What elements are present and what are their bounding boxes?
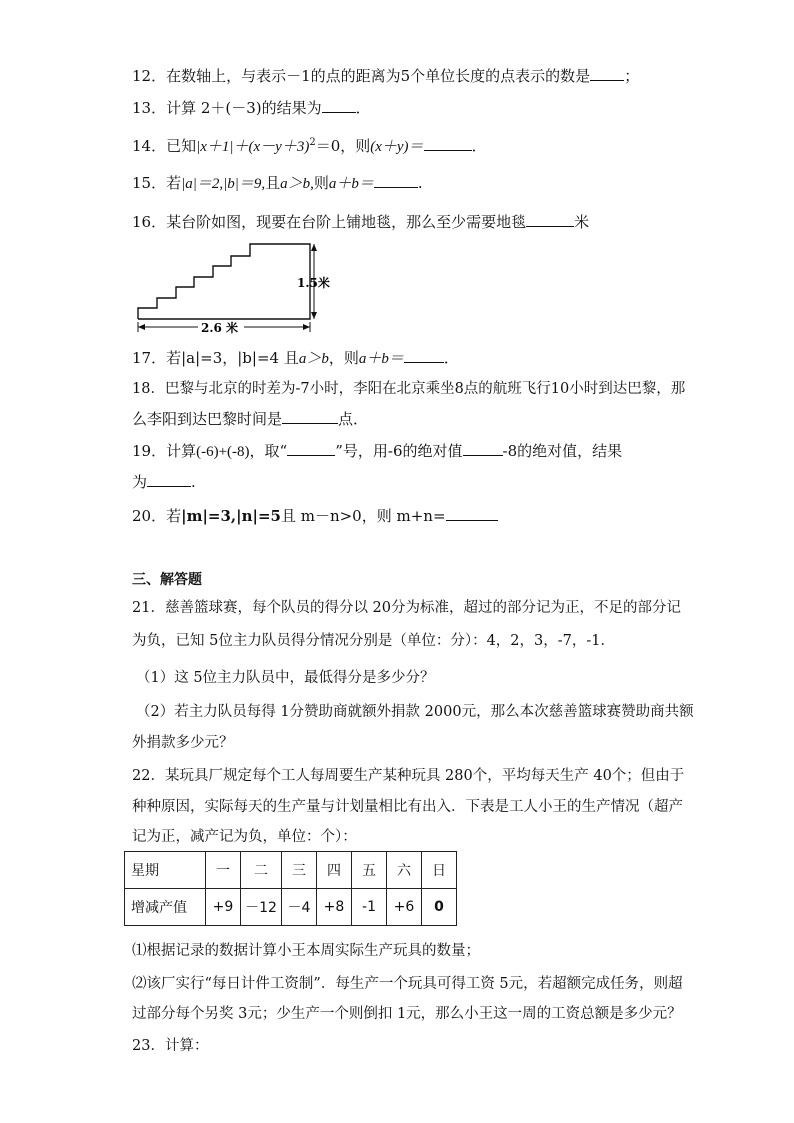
question-text: 为: [132, 473, 148, 491]
question-text: 且: [265, 174, 281, 192]
width-arrow-right: [303, 324, 310, 330]
table-value-cell: +6: [387, 889, 422, 926]
question-22-line-3: 记为正，减产记为负，单位：个）：: [132, 829, 357, 845]
question-text: 巴黎与北京的时差为-7小时，李阳在北京乘坐8点的航班飞行10小时到达巴黎，那: [164, 381, 686, 397]
table-value-cell: －4: [282, 889, 317, 926]
question-text: ，取“: [249, 442, 288, 460]
question-text: 若|a|=3，|b|=4 且: [166, 349, 299, 367]
question-15: [132, 173, 423, 194]
question-text: 在数轴上，与表示－1的点的距离为5个单位长度的点表示的数是: [166, 67, 591, 85]
punct: ．: [443, 349, 459, 367]
answer-blank: [404, 348, 444, 363]
section-title: 三、解答题: [132, 572, 202, 588]
question-number: 13．: [132, 99, 167, 117]
question-22-line-2: 种种原因，实际每天的生产量与计划量相比有出入．下表是工人小王的生产情况（超产: [132, 799, 683, 815]
punct: ．: [471, 137, 487, 155]
answer-blank: [147, 472, 191, 487]
question-21-sub-2-line-2: 外捐款多少元？: [132, 735, 234, 751]
math-expression: a＞b,: [280, 176, 314, 192]
question-22-line-1: 22．某玩具厂规定每个工人每周要生产某种玩具 280个，平均每天生产 40个；但由于: [132, 768, 685, 784]
question-text: 则: [313, 174, 329, 192]
question-12: [132, 66, 639, 86]
math-expression: (-6)+(-8): [196, 444, 250, 460]
question-21-line-1: 21．慈善篮球赛，每个队员的得分以 20分为标准，超过的部分记为正，不足的部分记: [132, 600, 682, 616]
question-number: 15．: [132, 174, 167, 192]
question-number: 17．: [132, 349, 167, 367]
question-number: 19．: [132, 442, 167, 460]
question-text: 且 m－n>0，则 m+n=: [280, 507, 446, 525]
math-expression: |a|＝2,|b|＝9,: [181, 176, 266, 192]
table-day-cell: 四: [317, 852, 352, 889]
question-22-sub-1: ⑴根据记录的数据计算小王本周实际生产玩具的数量；: [132, 943, 480, 959]
table-header-row: [125, 852, 457, 889]
question-18-line-2: [132, 409, 368, 429]
question-number: 20．: [132, 507, 167, 525]
width-label: 2.6 米: [201, 321, 239, 335]
answer-blank: [526, 212, 574, 227]
question-number: 12．: [132, 67, 167, 85]
height-arrow-top: [311, 244, 317, 251]
answer-blank: [446, 506, 498, 521]
question-text: 若: [166, 507, 182, 525]
question-21-sub-2-line-1: （2）若主力队员每得 1分赞助商就额外捐款 2000元，那么本次慈善篮球赛赞助商共额: [136, 704, 694, 720]
question-17: [132, 348, 459, 369]
table-row: [125, 889, 457, 926]
math-expression: |x＋1|＋(x－y＋3): [196, 139, 310, 155]
math-expression: a＋b＝: [328, 176, 374, 192]
punct: .: [417, 174, 423, 192]
question-text: 已知: [166, 137, 197, 155]
math-expression: a＋b＝: [358, 351, 404, 367]
answer-blank: [463, 441, 503, 456]
table-value-cell: +8: [317, 889, 352, 926]
answer-blank: [590, 66, 624, 81]
punct: ．: [355, 99, 371, 117]
table-value-cell: 0: [422, 889, 457, 926]
height-label: 1.5米: [297, 276, 330, 290]
answer-blank: [374, 173, 418, 188]
width-arrow-left: [138, 324, 145, 330]
table-day-cell: 三: [282, 852, 317, 889]
answer-blank: [322, 98, 356, 113]
math-expression: (x＋y)＝: [370, 139, 424, 155]
answer-blank: [287, 441, 335, 456]
height-arrow-bottom: [311, 312, 317, 319]
table-day-cell: 五: [352, 852, 387, 889]
question-text: ，则: [328, 349, 359, 367]
question-text: 么李阳到达巴黎时间是: [132, 410, 283, 428]
question-14: [132, 133, 487, 157]
stairs-outline: [138, 244, 310, 319]
question-18-line-1: [132, 379, 685, 399]
question-text: ＝0，则: [315, 137, 371, 155]
question-text: 若: [166, 174, 182, 192]
punct: .: [191, 473, 196, 491]
table-day-cell: 二: [241, 852, 282, 889]
question-text: 某台阶如图，现要在台阶上铺地毯，那么至少需要地毯: [166, 213, 527, 231]
question-19-line-1: [132, 441, 622, 462]
question-19-line-2: [132, 472, 196, 492]
question-number: 16．: [132, 213, 167, 231]
question-text: 计算 2＋(－3)的结果为: [166, 99, 322, 117]
production-table: [124, 851, 457, 926]
punct: ；: [624, 67, 640, 85]
question-number: 14．: [132, 137, 167, 155]
math-expression: |m|=3,|n|=5: [181, 507, 281, 525]
table-row-label: 增减产值: [125, 889, 206, 926]
answer-blank: [282, 409, 338, 424]
question-16: [132, 212, 589, 232]
stairs-figure: [134, 240, 334, 340]
table-value-cell: －12: [241, 889, 282, 926]
question-21-line-2: 为负，已知 5位主力队员得分情况分别是（单位：分）：4，2，3，-7，-1．: [132, 633, 616, 649]
question-22-sub-2-line-1: ⑵该厂实行“每日计件工资制”．每生产一个玩具可得工资 5元，若超额完成任务，则超: [132, 976, 683, 992]
question-13: [132, 98, 371, 118]
question-number: 18．: [132, 381, 165, 397]
question-23: 23．计算：: [132, 1038, 209, 1054]
question-text: 点．: [338, 410, 369, 428]
question-21-sub-1: （1）这 5位主力队员中，最低得分是多少分？: [136, 670, 435, 686]
math-expression: a＞b: [298, 351, 329, 367]
answer-blank: [424, 136, 472, 151]
exponent: 2: [309, 137, 316, 148]
table-value-cell: +9: [206, 889, 241, 926]
question-20: [132, 506, 498, 526]
table-day-cell: 一: [206, 852, 241, 889]
table-header-label: 星期: [125, 852, 206, 889]
table-day-cell: 六: [387, 852, 422, 889]
table-value-cell: -1: [352, 889, 387, 926]
question-text: ”号，用-6的绝对值: [335, 442, 463, 460]
unit-text: 米: [574, 213, 590, 231]
question-text: -8的绝对值，结果: [502, 442, 623, 460]
question-text: 计算: [166, 442, 197, 460]
table-day-cell: 日: [422, 852, 457, 889]
question-22-sub-2-line-2: 过部分每个另奖 3元；少生产一个则倒扣 1元，那么小王这一周的工资总额是多少元？: [132, 1006, 682, 1022]
